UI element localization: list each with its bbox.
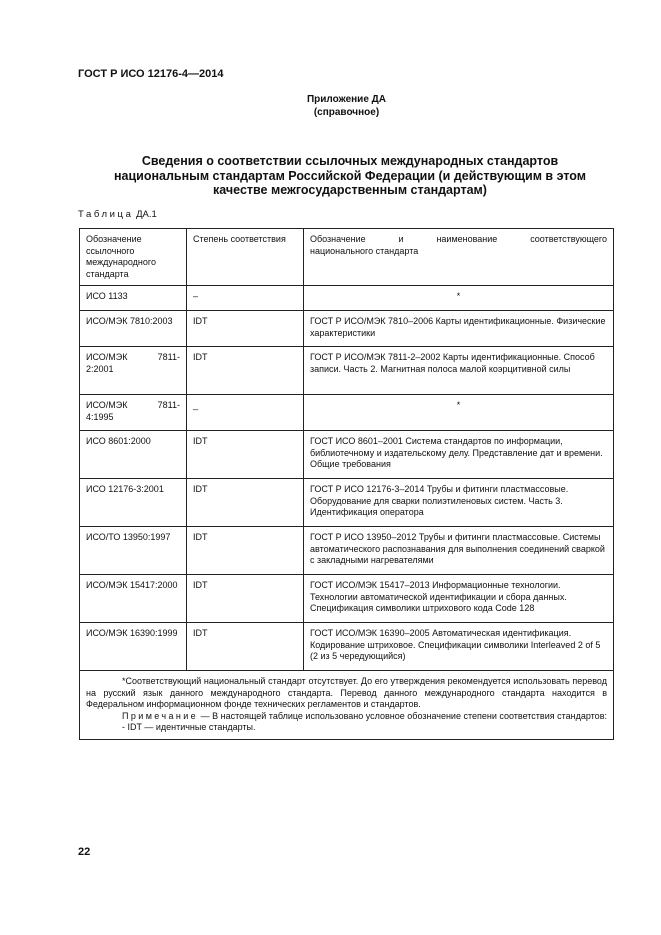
- row-reference: ИСО/ТО 13950:1997: [80, 527, 187, 575]
- annex-heading: [0, 93, 661, 119]
- note: [86, 711, 607, 723]
- row-reference: ИСО/МЭК 16390:1999: [80, 623, 187, 671]
- table-caption: [78, 209, 157, 220]
- row-degree: IDT: [187, 479, 304, 527]
- table-footnote: [80, 671, 614, 740]
- note-text: — В настоящей таблице использовано условное обозначение степени соответствия стандартов:: [198, 710, 607, 721]
- document-code: ГОСТ Р ИСО 12176-4—2014: [78, 68, 224, 80]
- section-title: [80, 154, 620, 198]
- table-row: [80, 286, 614, 311]
- row-reference-line-1: ИСО/МЭК 7811-: [86, 400, 180, 410]
- header-national-standard: [304, 229, 614, 286]
- row-national-standard: ГОСТ Р ИСО 13950–2012 Трубы и фитинги пластмассовые. Системы автоматического распознавания для выполнения соединений сваркой с закладными нагревателями: [304, 527, 614, 575]
- row-degree: IDT: [187, 311, 304, 347]
- footnote-text: *Соответствующий национальный стандарт отсутствует. До его утверждения рекомендуется использовать перевод на русский язык данного международного стандарта. Перевод данного международного стандарта находится в Федеральном информационном фонде технических регламентов и стандартов.: [86, 676, 607, 709]
- page-number: 22: [78, 846, 91, 858]
- header-national-standard-line-1: Обозначение и наименование соответствующего: [310, 234, 607, 244]
- row-degree: IDT: [187, 431, 304, 479]
- table-row: [80, 311, 614, 347]
- row-national-standard: ГОСТ ИСО 8601–2001 Система стандартов по информации, библиотечному и издательскому делу. Представление дат и времени. Общие требования: [304, 431, 614, 479]
- row-degree: IDT: [187, 527, 304, 575]
- header-degree: Степень соответствия: [187, 229, 304, 286]
- annex-title: Приложение ДА: [306, 94, 387, 105]
- table-caption-label: Таблица: [78, 209, 134, 220]
- row-degree: IDT: [187, 623, 304, 671]
- row-degree: _: [187, 395, 304, 431]
- header-reference-standard: Обозначение ссылочного международного стандарта: [80, 229, 187, 286]
- note-label: Примечание: [122, 710, 199, 721]
- table-caption-number: ДА.1: [136, 209, 157, 220]
- row-reference: ИСО 8601:2000: [80, 431, 187, 479]
- row-reference-line-2: 4:1995: [86, 411, 114, 422]
- table-row: [80, 623, 614, 671]
- row-reference: ИСО/МЭК 7810:2003: [80, 311, 187, 347]
- row-national-standard: ГОСТ Р ИСО/МЭК 7810–2006 Карты идентификационные. Физические характеристики: [304, 311, 614, 347]
- table-row: [80, 479, 614, 527]
- row-reference: ИСО 1133: [80, 286, 187, 311]
- table-row: [80, 395, 614, 431]
- table-row: [80, 431, 614, 479]
- row-reference: [80, 395, 187, 431]
- header-national-standard-line-2: национального стандарта: [310, 245, 419, 256]
- row-national-standard: *: [304, 286, 614, 311]
- annex-subtitle: (справочное): [313, 107, 380, 118]
- row-reference: ИСО/МЭК 15417:2000: [80, 575, 187, 623]
- table-row: [80, 527, 614, 575]
- row-reference: [80, 347, 187, 395]
- section-title-line-2: национальным стандартам Российской Федерации (и действующим в этом: [113, 168, 586, 183]
- standards-table: [79, 228, 614, 740]
- row-national-standard: ГОСТ ИСО/МЭК 15417–2013 Информационные технологии. Технологии автоматической идентификации и сбора данных. Спецификация символики штрихового кода Code 128: [304, 575, 614, 623]
- row-reference-line-2: 2:2001: [86, 363, 114, 374]
- table-footnote-row: [80, 671, 614, 740]
- row-reference-line-1: ИСО/МЭК 7811-: [86, 352, 180, 362]
- table-row: [80, 347, 614, 395]
- row-degree: IDT: [187, 347, 304, 395]
- row-degree: –: [187, 286, 304, 311]
- section-title-line-1: Сведения о соответствии ссылочных международных стандартов: [141, 154, 559, 168]
- row-national-standard: ГОСТ Р ИСО 12176-3–2014 Трубы и фитинги пластмассовые. Оборудование для сварки полиэтиленовых систем. Часть 3. Идентификация оператора: [304, 479, 614, 527]
- section-title-line-3: качестве межгосударственным стандартам): [213, 183, 487, 197]
- table-header-row: [80, 229, 614, 286]
- note-item: - IDT — идентичные стандарты.: [122, 722, 256, 732]
- row-national-standard: *: [304, 395, 614, 431]
- row-reference: ИСО 12176-3:2001: [80, 479, 187, 527]
- table-row: [80, 575, 614, 623]
- row-degree: IDT: [187, 575, 304, 623]
- row-national-standard: ГОСТ ИСО/МЭК 16390–2005 Автоматическая идентификация. Кодирование штриховое. Спецификации символики Interleaved 2 of 5 (2 из 5 чередующийся): [304, 623, 614, 671]
- row-national-standard: ГОСТ Р ИСО/МЭК 7811-2–2002 Карты идентификационные. Способ записи. Часть 2. Магнитная полоса малой коэрцитивной силы: [304, 347, 614, 395]
